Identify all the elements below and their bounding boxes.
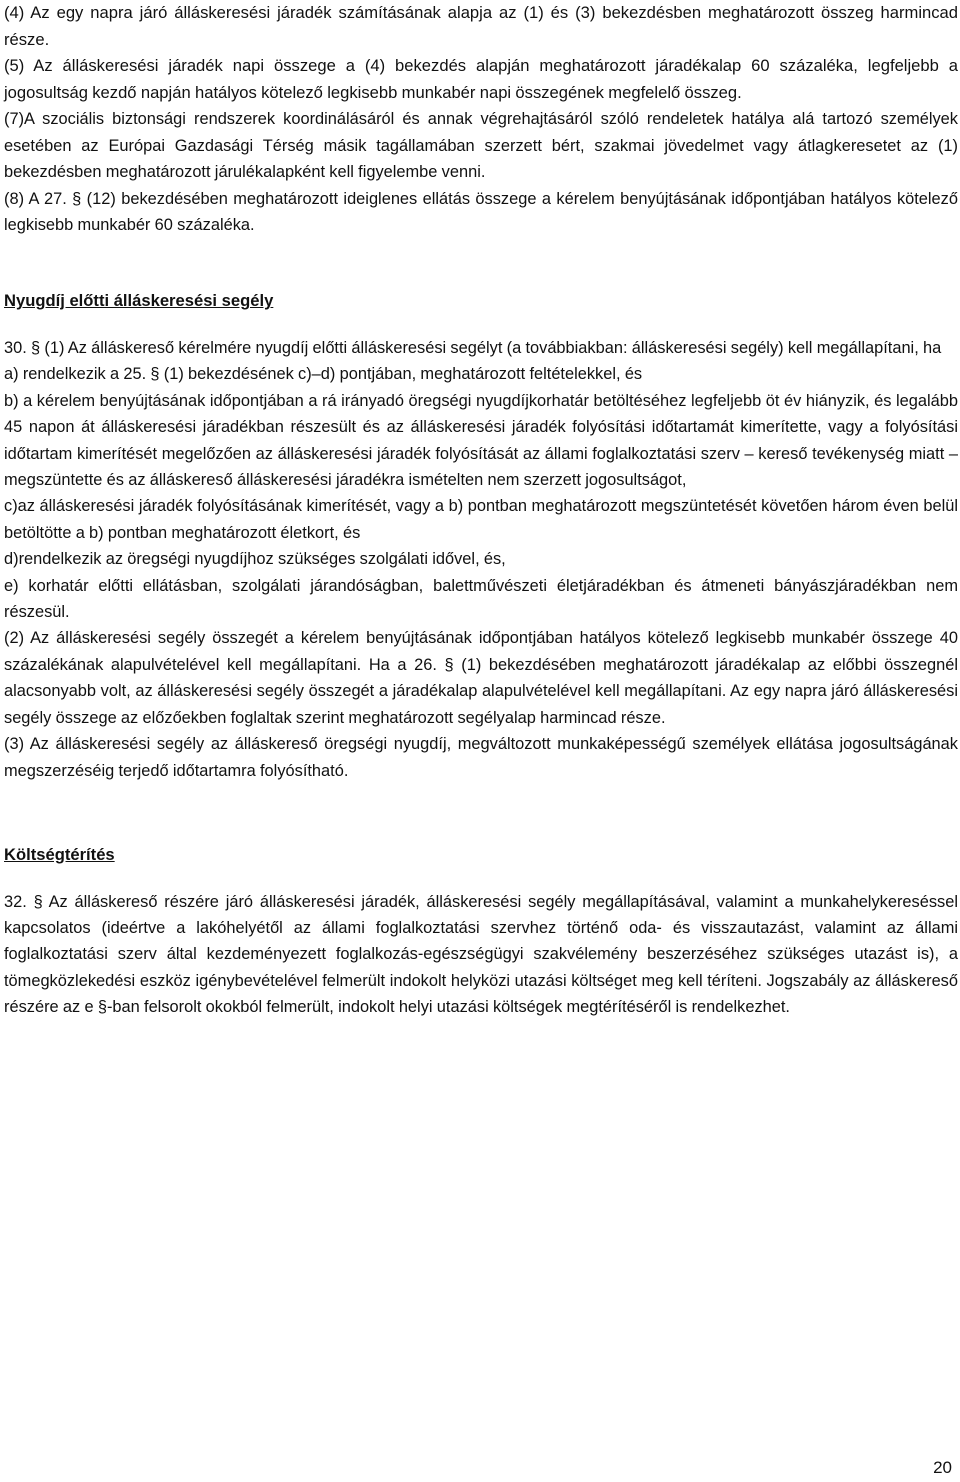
paragraph-30-b: b) a kérelem benyújtásának időpontjában a rá irányadó öregségi nyugdíjkorhatár betöltéséhez legfeljebb öt év hiányzik, és legalább 45 napon át álláskeresési járadékban részesült és az álláskeresési járadék folyósítási időtartamát kimerítette, vagy a folyósítási időtartam kimerítését megelőzően az álláskeresési járadék folyósítását az állami foglalkoztatási szerv – kereső tevékenység miatt – megszüntette és az álláskereső álláskeresési járadékra ismételten nem szerzett jogosultságot, bbox=[4, 391, 958, 490]
document-page bbox=[4, 0, 958, 1021]
paragraph-32: 32. § Az álláskereső részére járó álláskeresési járadék, álláskeresési segély megállapításával, valamint a munkahelykereséssel kapcsolatos (ideértve a lakóhelyétől az állami foglalkoztatási szervhez történő oda- és visszautazást, valamint az állami foglalkoztatási szerv által kezdeményezett foglalkozás-egészségügyi szakvélemény beszerzéséhez szükséges utazást is), a tömegközlekedési eszköz igénybevételével felmerült indokolt helyközi utazási költséget meg kell téríteni. Jogszabály az álláskereső részére az e §-ban felsorolt okokból felmerült, indokolt helyi utazási költségek megtérítéséről is rendelkezhet. bbox=[4, 892, 958, 1017]
page-number: 20 bbox=[933, 1458, 952, 1477]
spacer bbox=[4, 869, 958, 889]
paragraph-30-d: d)rendelkezik az öregségi nyugdíjhoz szükséges szolgálati idővel, és, bbox=[4, 550, 506, 569]
paragraph-30-2: (2) Az álláskeresési segély összegét a kérelem benyújtásának időpontjában hatályos kötelező legkisebb munkabér összege 40 százalékának alapulvételével kell megállapítani. Ha a 26. § (1) bekezdésében meghatározott járadékalap az előbbi összegnél alacsonyabb volt, az álláskeresési segély összegét a járadékalap alapulvételével kell megállapítani. Az egy napra járó álláskeresési segély összege az előzőekben foglaltak szerint meghatározott segélyalap harmincad része. bbox=[4, 629, 958, 727]
paragraph-30-a: a) rendelkezik a 25. § (1) bekezdésének c)–d) pontjában, meghatározott feltételekkel, és bbox=[4, 365, 643, 384]
spacer bbox=[4, 784, 958, 842]
paragraph-7: (7)A szociális biztonsági rendszerek koordinálásáról és annak végrehajtásáról szóló rendeletek hatálya alá tartozó személyek esetében az Európai Gazdasági Térség másik tagállamában szerzett bért, szakmai jövedelmet vagy átlagkeresetet az (1) bekezdésben meghatározott járulékalapként kell figyelembe venni. bbox=[4, 110, 958, 182]
paragraph-30-c: c)az álláskeresési járadék folyósításának kimerítését, vagy a b) pontban meghatározott megszüntetését követően három éven belül betöltötte a b) pontban meghatározott életkort, és bbox=[4, 497, 958, 542]
spacer bbox=[4, 315, 958, 335]
spacer bbox=[4, 238, 958, 288]
paragraph-30-e: e) korhatár előtti ellátásban, szolgálati járandóságban, balettművészeti életjáradékban és átmeneti bányászjáradékban nem részesül. bbox=[4, 576, 958, 622]
paragraph-5: (5) Az álláskeresési járadék napi összege a (4) bekezdés alapján meghatározott járadékalap 60 százaléka, legfeljebb a jogosultság kezdő napján hatályos kötelező legkisebb munkabér napi összegének megfelelő összeg. bbox=[4, 56, 958, 102]
paragraph-4: (4) Az egy napra járó álláskeresési járadék számításának alapja az (1) és (3) bekezdésben meghatározott összeg harmincad része. bbox=[4, 3, 958, 49]
paragraph-30-1: 30. § (1) Az álláskereső kérelmére nyugdíj előtti álláskeresési segélyt (a továbbiakban: álláskeresési segély) kell megállapítani, ha bbox=[4, 339, 942, 357]
section-heading-koltsegterites: Költségtérítés bbox=[4, 844, 115, 864]
paragraph-30-3: (3) Az álláskeresési segély az álláskereső öregségi nyugdíj, megváltozott munkaképességű személyek ellátása jogosultságának megszerzéséig terjedő időtartamra folyósítható. bbox=[4, 735, 958, 780]
section-heading-nyugdij-elotti: Nyugdíj előtti álláskeresési segély bbox=[4, 291, 274, 311]
paragraph-8: (8) A 27. § (12) bekezdésében meghatározott ideiglenes ellátás összege a kérelem benyújtásának időpontjában hatályos kötelező legkisebb munkabér 60 százaléka. bbox=[4, 189, 958, 234]
